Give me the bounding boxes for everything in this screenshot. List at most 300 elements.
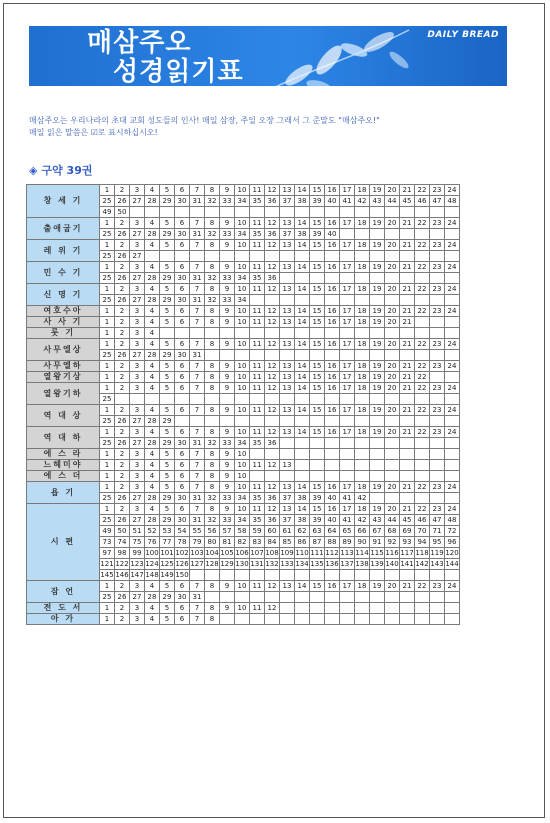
- chapter-checkbox-cell[interactable]: 65: [340, 526, 355, 537]
- chapter-checkbox-cell[interactable]: 71: [430, 526, 445, 537]
- chapter-checkbox-cell[interactable]: 66: [355, 526, 370, 537]
- chapter-checkbox-cell[interactable]: 134: [295, 560, 309, 568]
- chapter-checkbox-cell[interactable]: 52: [145, 526, 160, 537]
- chapter-checkbox-cell[interactable]: 6: [175, 240, 190, 251]
- chapter-checkbox-cell[interactable]: 8: [205, 449, 220, 460]
- chapter-checkbox-cell[interactable]: 79: [190, 537, 205, 548]
- chapter-checkbox-cell[interactable]: 4: [145, 317, 160, 328]
- chapter-checkbox-cell[interactable]: 2: [115, 383, 130, 394]
- chapter-checkbox-cell[interactable]: 3: [130, 218, 145, 229]
- chapter-checkbox-cell[interactable]: 13: [280, 306, 295, 317]
- chapter-checkbox-cell[interactable]: 17: [340, 306, 355, 317]
- chapter-checkbox-cell[interactable]: 109: [280, 549, 294, 557]
- chapter-checkbox-cell[interactable]: 24: [445, 383, 460, 394]
- chapter-checkbox-cell[interactable]: 10: [235, 218, 250, 229]
- chapter-checkbox-cell[interactable]: 20: [385, 482, 400, 493]
- chapter-checkbox-cell[interactable]: 1: [100, 460, 115, 471]
- chapter-checkbox-cell[interactable]: 2: [115, 449, 130, 460]
- chapter-checkbox-cell[interactable]: 30: [175, 295, 190, 306]
- chapter-checkbox-cell[interactable]: 18: [355, 339, 370, 350]
- chapter-checkbox-cell[interactable]: 33: [220, 229, 235, 240]
- chapter-checkbox-cell[interactable]: 2: [115, 328, 130, 339]
- chapter-checkbox-cell[interactable]: 16: [325, 361, 340, 372]
- chapter-checkbox-cell[interactable]: 12: [265, 372, 280, 383]
- chapter-checkbox-cell[interactable]: 5: [160, 361, 175, 372]
- chapter-checkbox-cell[interactable]: 11: [250, 240, 265, 251]
- chapter-checkbox-cell[interactable]: 22: [415, 372, 430, 383]
- chapter-checkbox-cell[interactable]: 2: [115, 185, 130, 196]
- chapter-checkbox-cell[interactable]: 13: [280, 185, 295, 196]
- chapter-checkbox-cell[interactable]: 29: [160, 295, 175, 306]
- chapter-checkbox-cell[interactable]: 32: [205, 229, 220, 240]
- chapter-checkbox-cell[interactable]: 7: [190, 361, 205, 372]
- chapter-checkbox-cell[interactable]: 7: [190, 614, 205, 625]
- chapter-checkbox-cell[interactable]: 33: [220, 493, 235, 504]
- chapter-checkbox-cell[interactable]: 4: [145, 284, 160, 295]
- chapter-checkbox-cell[interactable]: 34: [235, 515, 250, 526]
- chapter-checkbox-cell[interactable]: 100: [145, 549, 159, 557]
- chapter-checkbox-cell[interactable]: 2: [115, 284, 130, 295]
- chapter-checkbox-cell[interactable]: 5: [160, 471, 175, 482]
- chapter-checkbox-cell[interactable]: 21: [400, 306, 415, 317]
- chapter-checkbox-cell[interactable]: 16: [325, 218, 340, 229]
- chapter-checkbox-cell[interactable]: 16: [325, 383, 340, 394]
- chapter-checkbox-cell[interactable]: 28: [145, 438, 160, 449]
- chapter-checkbox-cell[interactable]: 15: [310, 218, 325, 229]
- chapter-checkbox-cell[interactable]: 3: [130, 460, 145, 471]
- chapter-checkbox-cell[interactable]: 9: [220, 218, 235, 229]
- chapter-checkbox-cell[interactable]: 75: [130, 537, 145, 548]
- chapter-checkbox-cell[interactable]: 30: [175, 438, 190, 449]
- chapter-checkbox-cell[interactable]: 63: [310, 526, 325, 537]
- chapter-checkbox-cell[interactable]: 27: [130, 515, 145, 526]
- chapter-checkbox-cell[interactable]: 15: [310, 482, 325, 493]
- chapter-checkbox-cell[interactable]: 12: [265, 306, 280, 317]
- chapter-checkbox-cell[interactable]: 25: [100, 350, 115, 361]
- chapter-checkbox-cell[interactable]: 112: [325, 549, 339, 557]
- chapter-checkbox-cell[interactable]: 9: [220, 361, 235, 372]
- chapter-checkbox-cell[interactable]: 14: [295, 339, 310, 350]
- chapter-checkbox-cell[interactable]: 31: [190, 438, 205, 449]
- chapter-checkbox-cell[interactable]: 19: [370, 185, 385, 196]
- chapter-checkbox-cell[interactable]: 15: [310, 581, 325, 592]
- chapter-checkbox-cell[interactable]: 141: [400, 560, 414, 568]
- chapter-checkbox-cell[interactable]: 126: [175, 560, 189, 568]
- chapter-checkbox-cell[interactable]: 59: [250, 526, 265, 537]
- chapter-checkbox-cell[interactable]: 135: [310, 560, 324, 568]
- chapter-checkbox-cell[interactable]: 3: [130, 427, 145, 438]
- chapter-checkbox-cell[interactable]: 8: [205, 405, 220, 416]
- chapter-checkbox-cell[interactable]: 17: [340, 581, 355, 592]
- chapter-checkbox-cell[interactable]: 8: [205, 614, 220, 625]
- chapter-checkbox-cell[interactable]: 4: [145, 603, 160, 614]
- chapter-checkbox-cell[interactable]: 88: [325, 537, 340, 548]
- chapter-checkbox-cell[interactable]: 83: [250, 537, 265, 548]
- chapter-checkbox-cell[interactable]: 8: [205, 482, 220, 493]
- chapter-checkbox-cell[interactable]: 24: [445, 306, 460, 317]
- chapter-checkbox-cell[interactable]: 24: [445, 218, 460, 229]
- chapter-checkbox-cell[interactable]: 94: [415, 537, 430, 548]
- chapter-checkbox-cell[interactable]: 119: [430, 549, 444, 557]
- chapter-checkbox-cell[interactable]: 7: [190, 449, 205, 460]
- chapter-checkbox-cell[interactable]: 3: [130, 405, 145, 416]
- chapter-checkbox-cell[interactable]: 34: [235, 229, 250, 240]
- chapter-checkbox-cell[interactable]: 31: [190, 273, 205, 284]
- chapter-checkbox-cell[interactable]: 93: [400, 537, 415, 548]
- chapter-checkbox-cell[interactable]: 19: [370, 240, 385, 251]
- chapter-checkbox-cell[interactable]: 17: [340, 339, 355, 350]
- chapter-checkbox-cell[interactable]: 13: [280, 405, 295, 416]
- chapter-checkbox-cell[interactable]: 107: [250, 549, 264, 557]
- chapter-checkbox-cell[interactable]: 6: [175, 339, 190, 350]
- chapter-checkbox-cell[interactable]: 4: [145, 504, 160, 515]
- chapter-checkbox-cell[interactable]: 23: [430, 427, 445, 438]
- chapter-checkbox-cell[interactable]: 21: [400, 339, 415, 350]
- chapter-checkbox-cell[interactable]: 9: [220, 482, 235, 493]
- chapter-checkbox-cell[interactable]: 3: [130, 284, 145, 295]
- chapter-checkbox-cell[interactable]: 27: [130, 438, 145, 449]
- chapter-checkbox-cell[interactable]: 21: [400, 317, 415, 328]
- chapter-checkbox-cell[interactable]: 12: [265, 185, 280, 196]
- chapter-checkbox-cell[interactable]: 80: [205, 537, 220, 548]
- chapter-checkbox-cell[interactable]: 35: [250, 493, 265, 504]
- chapter-checkbox-cell[interactable]: 10: [235, 306, 250, 317]
- chapter-checkbox-cell[interactable]: 17: [340, 405, 355, 416]
- chapter-checkbox-cell[interactable]: 32: [205, 493, 220, 504]
- chapter-checkbox-cell[interactable]: 143: [430, 560, 444, 568]
- chapter-checkbox-cell[interactable]: 24: [445, 581, 460, 592]
- chapter-checkbox-cell[interactable]: 40: [325, 493, 340, 504]
- chapter-checkbox-cell[interactable]: 7: [190, 262, 205, 273]
- chapter-checkbox-cell[interactable]: 10: [235, 185, 250, 196]
- chapter-checkbox-cell[interactable]: 3: [130, 328, 145, 339]
- chapter-checkbox-cell[interactable]: 11: [250, 383, 265, 394]
- chapter-checkbox-cell[interactable]: 36: [265, 273, 280, 284]
- chapter-checkbox-cell[interactable]: 6: [175, 218, 190, 229]
- chapter-checkbox-cell[interactable]: 10: [235, 471, 250, 482]
- chapter-checkbox-cell[interactable]: 10: [235, 460, 250, 471]
- chapter-checkbox-cell[interactable]: 9: [220, 427, 235, 438]
- chapter-checkbox-cell[interactable]: 21: [400, 504, 415, 515]
- chapter-checkbox-cell[interactable]: 19: [370, 581, 385, 592]
- chapter-checkbox-cell[interactable]: 8: [205, 306, 220, 317]
- chapter-checkbox-cell[interactable]: 32: [205, 196, 220, 207]
- chapter-checkbox-cell[interactable]: 1: [100, 328, 115, 339]
- chapter-checkbox-cell[interactable]: 31: [190, 229, 205, 240]
- chapter-checkbox-cell[interactable]: 40: [325, 229, 340, 240]
- chapter-checkbox-cell[interactable]: 22: [415, 262, 430, 273]
- chapter-checkbox-cell[interactable]: 13: [280, 218, 295, 229]
- chapter-checkbox-cell[interactable]: 129: [220, 560, 234, 568]
- chapter-checkbox-cell[interactable]: 22: [415, 427, 430, 438]
- chapter-checkbox-cell[interactable]: 8: [205, 339, 220, 350]
- chapter-checkbox-cell[interactable]: 2: [115, 405, 130, 416]
- chapter-checkbox-cell[interactable]: 9: [220, 471, 235, 482]
- chapter-checkbox-cell[interactable]: 47: [430, 196, 445, 207]
- chapter-checkbox-cell[interactable]: 11: [250, 482, 265, 493]
- chapter-checkbox-cell[interactable]: 12: [265, 284, 280, 295]
- chapter-checkbox-cell[interactable]: 92: [385, 537, 400, 548]
- chapter-checkbox-cell[interactable]: 13: [280, 460, 295, 471]
- chapter-checkbox-cell[interactable]: 6: [175, 614, 190, 625]
- chapter-checkbox-cell[interactable]: 24: [445, 504, 460, 515]
- chapter-checkbox-cell[interactable]: 1: [100, 317, 115, 328]
- chapter-checkbox-cell[interactable]: 14: [295, 262, 310, 273]
- chapter-checkbox-cell[interactable]: 42: [355, 493, 370, 504]
- chapter-checkbox-cell[interactable]: 145: [100, 571, 114, 579]
- chapter-checkbox-cell[interactable]: 13: [280, 339, 295, 350]
- chapter-checkbox-cell[interactable]: 14: [295, 361, 310, 372]
- chapter-checkbox-cell[interactable]: 55: [190, 526, 205, 537]
- chapter-checkbox-cell[interactable]: 34: [235, 438, 250, 449]
- chapter-checkbox-cell[interactable]: 14: [295, 405, 310, 416]
- chapter-checkbox-cell[interactable]: 21: [400, 405, 415, 416]
- chapter-checkbox-cell[interactable]: 39: [310, 493, 325, 504]
- chapter-checkbox-cell[interactable]: 11: [250, 317, 265, 328]
- chapter-checkbox-cell[interactable]: 15: [310, 372, 325, 383]
- chapter-checkbox-cell[interactable]: 41: [340, 493, 355, 504]
- chapter-checkbox-cell[interactable]: 31: [190, 350, 205, 361]
- chapter-checkbox-cell[interactable]: 15: [310, 185, 325, 196]
- chapter-checkbox-cell[interactable]: 30: [175, 196, 190, 207]
- chapter-checkbox-cell[interactable]: 49: [100, 526, 115, 537]
- chapter-checkbox-cell[interactable]: 9: [220, 185, 235, 196]
- chapter-checkbox-cell[interactable]: 9: [220, 460, 235, 471]
- chapter-checkbox-cell[interactable]: 146: [115, 571, 129, 579]
- chapter-checkbox-cell[interactable]: 11: [250, 339, 265, 350]
- chapter-checkbox-cell[interactable]: 18: [355, 581, 370, 592]
- chapter-checkbox-cell[interactable]: 8: [205, 581, 220, 592]
- chapter-checkbox-cell[interactable]: 6: [175, 361, 190, 372]
- chapter-checkbox-cell[interactable]: 29: [160, 592, 175, 603]
- chapter-checkbox-cell[interactable]: 8: [205, 185, 220, 196]
- chapter-checkbox-cell[interactable]: 17: [340, 504, 355, 515]
- chapter-checkbox-cell[interactable]: 2: [115, 361, 130, 372]
- chapter-checkbox-cell[interactable]: 37: [280, 493, 295, 504]
- chapter-checkbox-cell[interactable]: 33: [220, 515, 235, 526]
- chapter-checkbox-cell[interactable]: 1: [100, 603, 115, 614]
- chapter-checkbox-cell[interactable]: 6: [175, 427, 190, 438]
- chapter-checkbox-cell[interactable]: 97: [100, 548, 115, 559]
- chapter-checkbox-cell[interactable]: 23: [430, 361, 445, 372]
- chapter-checkbox-cell[interactable]: 7: [190, 482, 205, 493]
- chapter-checkbox-cell[interactable]: 124: [145, 560, 159, 568]
- chapter-checkbox-cell[interactable]: 34: [235, 295, 250, 306]
- chapter-checkbox-cell[interactable]: 89: [340, 537, 355, 548]
- chapter-checkbox-cell[interactable]: 8: [205, 460, 220, 471]
- chapter-checkbox-cell[interactable]: 26: [115, 251, 130, 262]
- chapter-checkbox-cell[interactable]: 3: [130, 339, 145, 350]
- chapter-checkbox-cell[interactable]: 21: [400, 185, 415, 196]
- chapter-checkbox-cell[interactable]: 19: [370, 383, 385, 394]
- chapter-checkbox-cell[interactable]: 136: [325, 560, 339, 568]
- chapter-checkbox-cell[interactable]: 18: [355, 372, 370, 383]
- chapter-checkbox-cell[interactable]: 2: [115, 218, 130, 229]
- chapter-checkbox-cell[interactable]: 3: [130, 185, 145, 196]
- chapter-checkbox-cell[interactable]: 8: [205, 284, 220, 295]
- chapter-checkbox-cell[interactable]: 22: [415, 284, 430, 295]
- chapter-checkbox-cell[interactable]: 9: [220, 581, 235, 592]
- chapter-checkbox-cell[interactable]: 9: [220, 306, 235, 317]
- chapter-checkbox-cell[interactable]: 21: [400, 372, 415, 383]
- chapter-checkbox-cell[interactable]: 103: [190, 549, 204, 557]
- chapter-checkbox-cell[interactable]: 104: [205, 549, 219, 557]
- chapter-checkbox-cell[interactable]: 1: [100, 427, 115, 438]
- chapter-checkbox-cell[interactable]: 8: [205, 218, 220, 229]
- chapter-checkbox-cell[interactable]: 8: [205, 240, 220, 251]
- chapter-checkbox-cell[interactable]: 26: [115, 438, 130, 449]
- chapter-checkbox-cell[interactable]: 61: [280, 526, 295, 537]
- chapter-checkbox-cell[interactable]: 46: [415, 196, 430, 207]
- chapter-checkbox-cell[interactable]: 3: [130, 361, 145, 372]
- chapter-checkbox-cell[interactable]: 16: [325, 240, 340, 251]
- chapter-checkbox-cell[interactable]: 27: [130, 350, 145, 361]
- chapter-checkbox-cell[interactable]: 36: [265, 438, 280, 449]
- chapter-checkbox-cell[interactable]: 9: [220, 284, 235, 295]
- chapter-checkbox-cell[interactable]: 21: [400, 361, 415, 372]
- chapter-checkbox-cell[interactable]: 7: [190, 218, 205, 229]
- chapter-checkbox-cell[interactable]: 125: [160, 560, 174, 568]
- chapter-checkbox-cell[interactable]: 72: [445, 526, 460, 537]
- chapter-checkbox-cell[interactable]: 23: [430, 262, 445, 273]
- chapter-checkbox-cell[interactable]: 5: [160, 185, 175, 196]
- chapter-checkbox-cell[interactable]: 19: [370, 482, 385, 493]
- chapter-checkbox-cell[interactable]: 11: [250, 372, 265, 383]
- chapter-checkbox-cell[interactable]: 28: [145, 295, 160, 306]
- chapter-checkbox-cell[interactable]: 9: [220, 383, 235, 394]
- chapter-checkbox-cell[interactable]: 11: [250, 581, 265, 592]
- chapter-checkbox-cell[interactable]: 29: [160, 273, 175, 284]
- chapter-checkbox-cell[interactable]: 127: [190, 560, 204, 568]
- chapter-checkbox-cell[interactable]: 11: [250, 427, 265, 438]
- chapter-checkbox-cell[interactable]: 123: [130, 560, 144, 568]
- chapter-checkbox-cell[interactable]: 3: [130, 240, 145, 251]
- chapter-checkbox-cell[interactable]: 39: [310, 196, 325, 207]
- chapter-checkbox-cell[interactable]: 150: [175, 571, 189, 579]
- chapter-checkbox-cell[interactable]: 1: [100, 262, 115, 273]
- chapter-checkbox-cell[interactable]: 38: [295, 515, 310, 526]
- chapter-checkbox-cell[interactable]: 1: [100, 284, 115, 295]
- chapter-checkbox-cell[interactable]: 11: [250, 284, 265, 295]
- chapter-checkbox-cell[interactable]: 28: [145, 196, 160, 207]
- chapter-checkbox-cell[interactable]: 32: [205, 515, 220, 526]
- chapter-checkbox-cell[interactable]: 28: [145, 515, 160, 526]
- chapter-checkbox-cell[interactable]: 21: [400, 581, 415, 592]
- chapter-checkbox-cell[interactable]: 22: [415, 339, 430, 350]
- chapter-checkbox-cell[interactable]: 6: [175, 284, 190, 295]
- chapter-checkbox-cell[interactable]: 21: [400, 240, 415, 251]
- chapter-checkbox-cell[interactable]: 17: [340, 284, 355, 295]
- chapter-checkbox-cell[interactable]: 14: [295, 372, 310, 383]
- chapter-checkbox-cell[interactable]: 7: [190, 603, 205, 614]
- chapter-checkbox-cell[interactable]: 25: [100, 196, 115, 207]
- chapter-checkbox-cell[interactable]: 5: [160, 603, 175, 614]
- chapter-checkbox-cell[interactable]: 33: [220, 438, 235, 449]
- chapter-checkbox-cell[interactable]: 67: [370, 526, 385, 537]
- chapter-checkbox-cell[interactable]: 15: [310, 306, 325, 317]
- chapter-checkbox-cell[interactable]: 14: [295, 284, 310, 295]
- chapter-checkbox-cell[interactable]: 4: [145, 240, 160, 251]
- chapter-checkbox-cell[interactable]: 31: [190, 592, 205, 603]
- chapter-checkbox-cell[interactable]: 20: [385, 383, 400, 394]
- chapter-checkbox-cell[interactable]: 86: [295, 537, 310, 548]
- chapter-checkbox-cell[interactable]: 27: [130, 196, 145, 207]
- chapter-checkbox-cell[interactable]: 31: [190, 196, 205, 207]
- chapter-checkbox-cell[interactable]: 14: [295, 581, 310, 592]
- chapter-checkbox-cell[interactable]: 8: [205, 427, 220, 438]
- chapter-checkbox-cell[interactable]: 58: [235, 526, 250, 537]
- chapter-checkbox-cell[interactable]: 31: [190, 493, 205, 504]
- chapter-checkbox-cell[interactable]: 121: [100, 560, 114, 568]
- chapter-checkbox-cell[interactable]: 7: [190, 185, 205, 196]
- chapter-checkbox-cell[interactable]: 4: [145, 339, 160, 350]
- chapter-checkbox-cell[interactable]: 26: [115, 515, 130, 526]
- chapter-checkbox-cell[interactable]: 28: [145, 592, 160, 603]
- chapter-checkbox-cell[interactable]: 38: [295, 493, 310, 504]
- chapter-checkbox-cell[interactable]: 38: [295, 196, 310, 207]
- chapter-checkbox-cell[interactable]: 35: [250, 273, 265, 284]
- chapter-checkbox-cell[interactable]: 16: [325, 284, 340, 295]
- chapter-checkbox-cell[interactable]: 14: [295, 306, 310, 317]
- chapter-checkbox-cell[interactable]: 20: [385, 218, 400, 229]
- chapter-checkbox-cell[interactable]: 48: [445, 515, 460, 526]
- chapter-checkbox-cell[interactable]: 4: [145, 581, 160, 592]
- chapter-checkbox-cell[interactable]: 23: [430, 405, 445, 416]
- chapter-checkbox-cell[interactable]: 15: [310, 339, 325, 350]
- chapter-checkbox-cell[interactable]: 15: [310, 240, 325, 251]
- chapter-checkbox-cell[interactable]: 21: [400, 284, 415, 295]
- chapter-checkbox-cell[interactable]: 1: [100, 405, 115, 416]
- chapter-checkbox-cell[interactable]: 5: [160, 306, 175, 317]
- chapter-checkbox-cell[interactable]: 111: [310, 549, 324, 557]
- chapter-checkbox-cell[interactable]: 16: [325, 581, 340, 592]
- chapter-checkbox-cell[interactable]: 27: [130, 251, 145, 262]
- chapter-checkbox-cell[interactable]: 91: [370, 537, 385, 548]
- chapter-checkbox-cell[interactable]: 47: [430, 515, 445, 526]
- chapter-checkbox-cell[interactable]: 11: [250, 460, 265, 471]
- chapter-checkbox-cell[interactable]: 3: [130, 482, 145, 493]
- chapter-checkbox-cell[interactable]: 116: [385, 549, 399, 557]
- chapter-checkbox-cell[interactable]: 2: [115, 471, 130, 482]
- chapter-checkbox-cell[interactable]: 10: [235, 383, 250, 394]
- chapter-checkbox-cell[interactable]: 20: [385, 427, 400, 438]
- chapter-checkbox-cell[interactable]: 10: [235, 339, 250, 350]
- chapter-checkbox-cell[interactable]: 139: [370, 560, 384, 568]
- chapter-checkbox-cell[interactable]: 5: [160, 262, 175, 273]
- chapter-checkbox-cell[interactable]: 133: [280, 560, 294, 568]
- chapter-checkbox-cell[interactable]: 14: [295, 383, 310, 394]
- chapter-checkbox-cell[interactable]: 9: [220, 504, 235, 515]
- chapter-checkbox-cell[interactable]: 4: [145, 383, 160, 394]
- chapter-checkbox-cell[interactable]: 132: [265, 560, 279, 568]
- chapter-checkbox-cell[interactable]: 27: [130, 592, 145, 603]
- chapter-checkbox-cell[interactable]: 20: [385, 185, 400, 196]
- chapter-checkbox-cell[interactable]: 36: [265, 196, 280, 207]
- chapter-checkbox-cell[interactable]: 4: [145, 328, 160, 339]
- chapter-checkbox-cell[interactable]: 84: [265, 537, 280, 548]
- chapter-checkbox-cell[interactable]: 24: [445, 361, 460, 372]
- chapter-checkbox-cell[interactable]: 4: [145, 614, 160, 625]
- chapter-checkbox-cell[interactable]: 30: [175, 350, 190, 361]
- chapter-checkbox-cell[interactable]: 20: [385, 361, 400, 372]
- chapter-checkbox-cell[interactable]: 19: [370, 306, 385, 317]
- chapter-checkbox-cell[interactable]: 17: [340, 262, 355, 273]
- chapter-checkbox-cell[interactable]: 17: [340, 372, 355, 383]
- chapter-checkbox-cell[interactable]: 10: [235, 240, 250, 251]
- chapter-checkbox-cell[interactable]: 3: [130, 471, 145, 482]
- chapter-checkbox-cell[interactable]: 96: [445, 537, 460, 548]
- chapter-checkbox-cell[interactable]: 24: [445, 284, 460, 295]
